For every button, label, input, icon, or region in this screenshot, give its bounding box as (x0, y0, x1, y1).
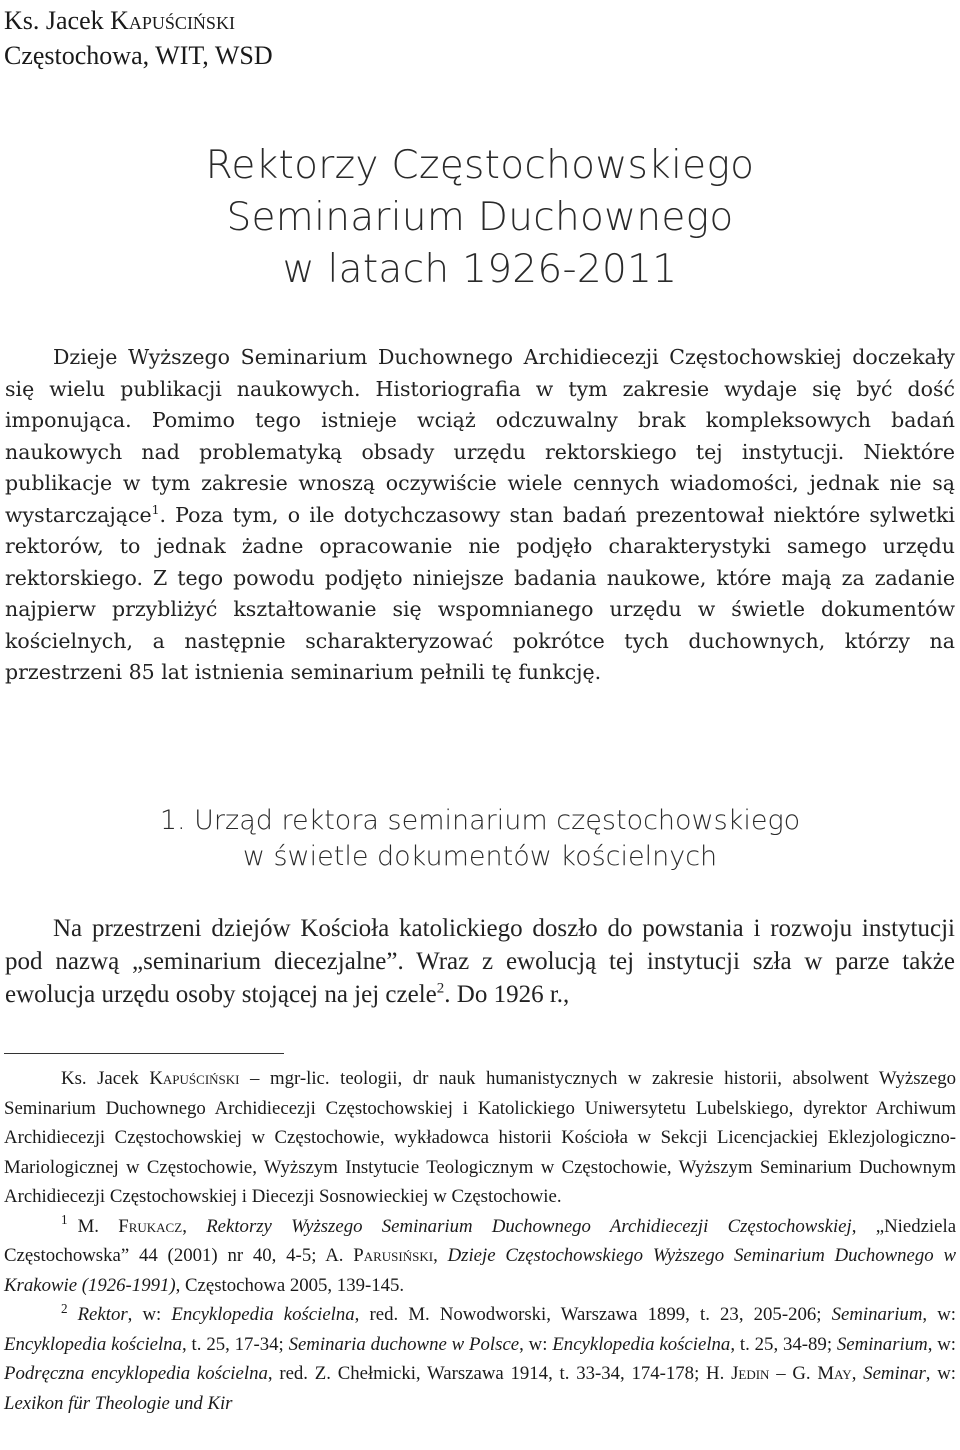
footnote-2: $^2$ Rektor, w: Encyklopedia kościelna, red. M. Nowodworski, Warszawa 1899, t. 23, 205-206; Seminarium, w: Encyklopedia kościelna, t. 25, 17-34; Seminaria duchowne w Polsce, w: Encyklopedia kościelna, t. 25, 34-89; Seminarium, w: Podręczna encyklopedia kościelna, red. Z. Chełmicki, Warszawa 1914, t. 33-34, 174-178; H. Jedin – G. May, Seminar, w: Lexikon für Theologie und Kir (4, 1300, 957, 1414)
footnote-divider (4, 1053, 284, 1054)
footnote-ref-2[interactable]: 2 (436, 980, 445, 997)
author-affiliation: Częstochowa, WIT, WSD (4, 41, 273, 70)
footnote-author-bio: Ks. Jacek Kapuściński – mgr-lic. teologii, dr nauk humanistycznych w zakresie historii, absolwent Wyższego Seminarium Duchownego Archidiecezji Częstochowskiej i Katolickiego Uniwersytetu Lubelskiego, dyrektor Archiwum Archidiecezji Częstochowskiej w Częstochowie, wykładowca historii Kościoła w Sekcji Licencjackiej Eklezjologiczno-Mariologicznej w Częstochowie, Wyższym Instytucie Teologicznym w Częstochowie, Wyższym Seminarium Duchownym Archidiecezji Częstochowskiej i Diecezji Sosnowieckiej w Częstochowie. (4, 1068, 956, 1207)
author-name: Ks. Jacek Kapuściński (4, 6, 235, 35)
footnotes (4, 1064, 956, 1418)
title-line-2: Seminarium Duchownego (226, 195, 734, 240)
article-title (0, 140, 960, 296)
author-block (4, 3, 273, 73)
footnote-ref-1[interactable]: 1 (151, 502, 160, 517)
section-paragraph: Na przestrzeni dziejów Kościoła katolickiego doszło do powstania i rozwoju instytucji pod nazwą „seminarium diecezjalne”. Wraz z ewolucją tej instytucji szła w parze także ewolucja urzędu osoby stojącej na jej czele$^2$. Do 1926 r., (5, 915, 955, 1008)
title-line-1: Rektorzy Częstochowskiego (205, 143, 755, 188)
section-heading: 1. Urząd rektora seminarium częstochowskiego w świetle dokumentów kościelnych (159, 805, 801, 872)
author-surname: Kapuściński (110, 6, 235, 35)
footnote-1: $^1$ M. Frukacz, Rektorzy Wyższego Seminarium Duchownego Archidiecezji Częstochowskiej, „Niedziela Częstochowska” 44 (2001) nr 40, 4-5; A. Parusiński, Dzieje Częstochowskiego Wyższego Seminarium Duchownego w Krakowie (1926-1991), Częstochowa 2005, 139-145. (4, 1212, 957, 1296)
intro-paragraph: Dzieje Wyższego Seminarium Duchownego Archidiecezji Częstochowskiej doczekały się wielu publikacji naukowych. Historiografia w tym zakresie wydaje się być dość imponująca. Pomimo tego istnieje wciąż odczuwalny brak kompleksowych badań naukowych nad problematyką obsady urzędu rektorskiego tej instytucji. Niektóre publikacje w tym zakresie wnoszą oczywiście wiele cennych wiadomości, jednak nie są wystarczające$^1$. Poza tym, o ile dotychczasowy stan badań prezentował niektóre sylwetki rektorów, to jednak żadne opracowanie nie podjęło charakterystyki samego urzędu rektorskiego. Z tego powodu podjęto niniejsze badania naukowe, które mają za zadanie najpierw przybliżyć kształtowanie się wspomnianego urzędu w świetle dokumentów kościelnych, a następnie scharakteryzować pokrótce tych duchownych, którzy na przestrzeni 85 lat istnienia seminarium pełnili tę funkcję. (5, 345, 955, 684)
title-line-3: w latach 1926-2011 (282, 247, 678, 292)
